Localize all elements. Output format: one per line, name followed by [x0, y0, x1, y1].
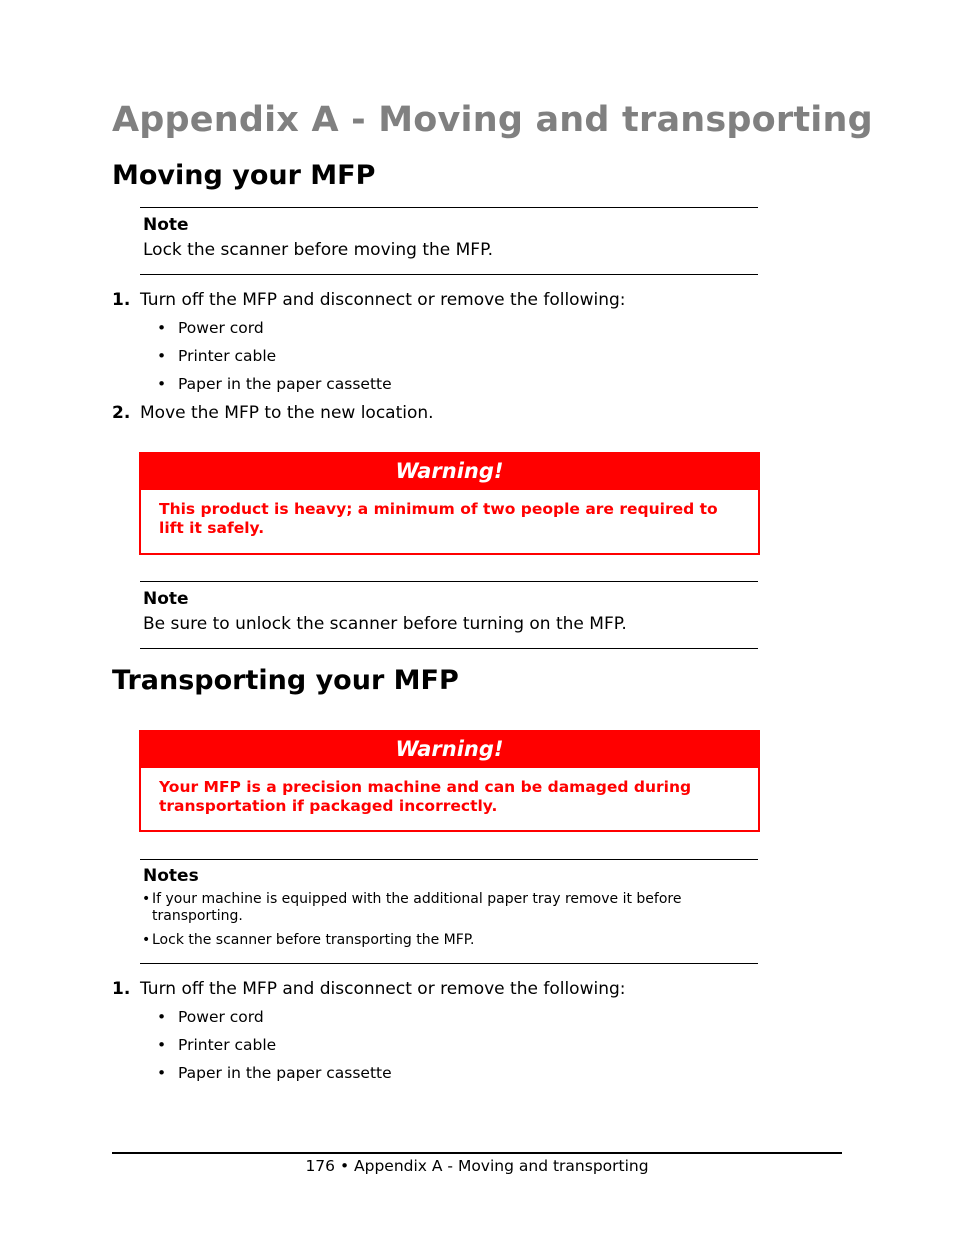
step-text: Turn off the MFP and disconnect or remove the following:	[140, 290, 626, 310]
list-item: Power cord	[178, 1008, 264, 1026]
warning-box	[139, 452, 760, 555]
bullet-dot: •	[157, 375, 167, 393]
note-title: Note	[143, 215, 189, 235]
bullet-dot: •	[142, 891, 151, 907]
step-number: 1.	[112, 290, 131, 310]
bullet-dot: •	[157, 1008, 167, 1026]
list-item: Paper in the paper cassette	[178, 375, 392, 393]
page-title: Appendix A - Moving and transporting	[112, 100, 873, 140]
section-heading-moving: Moving your MFP	[112, 160, 376, 191]
note-top-rule	[140, 207, 758, 208]
note-item: Lock the scanner before transporting the MFP.	[152, 932, 475, 948]
warning-box	[139, 730, 760, 832]
list-item: Paper in the paper cassette	[178, 1064, 392, 1082]
list-item: Printer cable	[178, 1036, 277, 1054]
note-bottom-rule	[140, 274, 758, 275]
warning-text: Your MFP is a precision machine and can be damaged during transportation if packaged incorrectly.	[159, 778, 692, 815]
notes-title: Notes	[143, 866, 199, 886]
note-top-rule	[140, 581, 758, 582]
bullet-dot: •	[157, 1036, 167, 1054]
warning-title: Warning!	[141, 732, 758, 768]
notes-top-rule	[140, 859, 758, 860]
bullet-dot: •	[157, 319, 167, 337]
step-text: Move the MFP to the new location.	[140, 403, 434, 423]
note-item: If your machine is equipped with the additional paper tray remove it before transporting.	[152, 891, 682, 924]
list-item: Printer cable	[178, 347, 277, 365]
page-footer: 176 • Appendix A - Moving and transporting	[305, 1157, 649, 1175]
note-title: Note	[143, 589, 189, 609]
warning-title: Warning!	[141, 454, 758, 490]
list-item: Power cord	[178, 319, 264, 337]
bullet-dot: •	[157, 347, 167, 365]
note-bottom-rule	[140, 648, 758, 649]
note-text: Lock the scanner before moving the MFP.	[143, 240, 494, 260]
section-heading-transporting: Transporting your MFP	[112, 665, 459, 696]
warning-text: This product is heavy; a minimum of two people are required to lift it safely.	[159, 500, 718, 537]
step-text: Turn off the MFP and disconnect or remove the following:	[140, 979, 626, 999]
footer-rule	[112, 1152, 842, 1154]
notes-bottom-rule	[140, 963, 758, 964]
note-text: Be sure to unlock the scanner before turning on the MFP.	[143, 614, 627, 634]
step-number: 2.	[112, 403, 131, 423]
bullet-dot: •	[157, 1064, 167, 1082]
step-number: 1.	[112, 979, 131, 999]
bullet-dot: •	[142, 932, 151, 948]
